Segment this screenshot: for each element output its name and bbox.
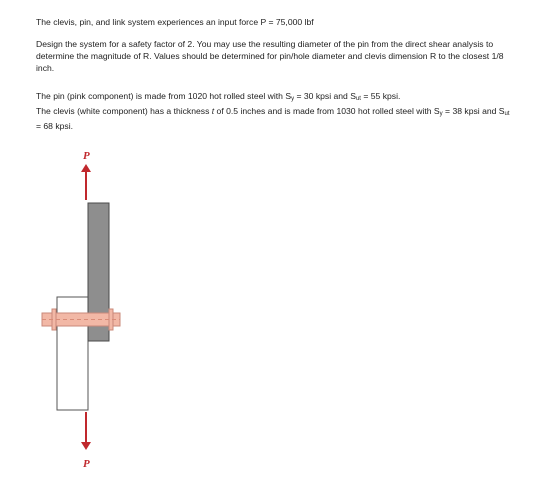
- bottom-force-label: P: [83, 458, 90, 470]
- pin-material-text: The pin (pink component) is made from 1020 hot rolled steel with Sy = 30 kpsi and Sut = 55 kpsi.: [36, 91, 401, 102]
- top-force-label: P: [83, 150, 90, 162]
- clevis-material-text: The clevis (white component) has a thickness t of 0.5 inches and is made from 1030 hot rolled steel with Sy = 38 kpsi and Sut = 68 kpsi.: [36, 106, 510, 131]
- problem-design-instructions: Design the system for a safety factor of 2. You may use the resulting diameter of the pin from the direct shear analysis to determine the magnitude of R. Values should be determined for pin/hole diameter and clevis dimension R to the closest 1/8 inch.: [36, 39, 504, 73]
- problem-intro: The clevis, pin, and link system experiences an input force P = 75,000 lbf: [36, 17, 314, 27]
